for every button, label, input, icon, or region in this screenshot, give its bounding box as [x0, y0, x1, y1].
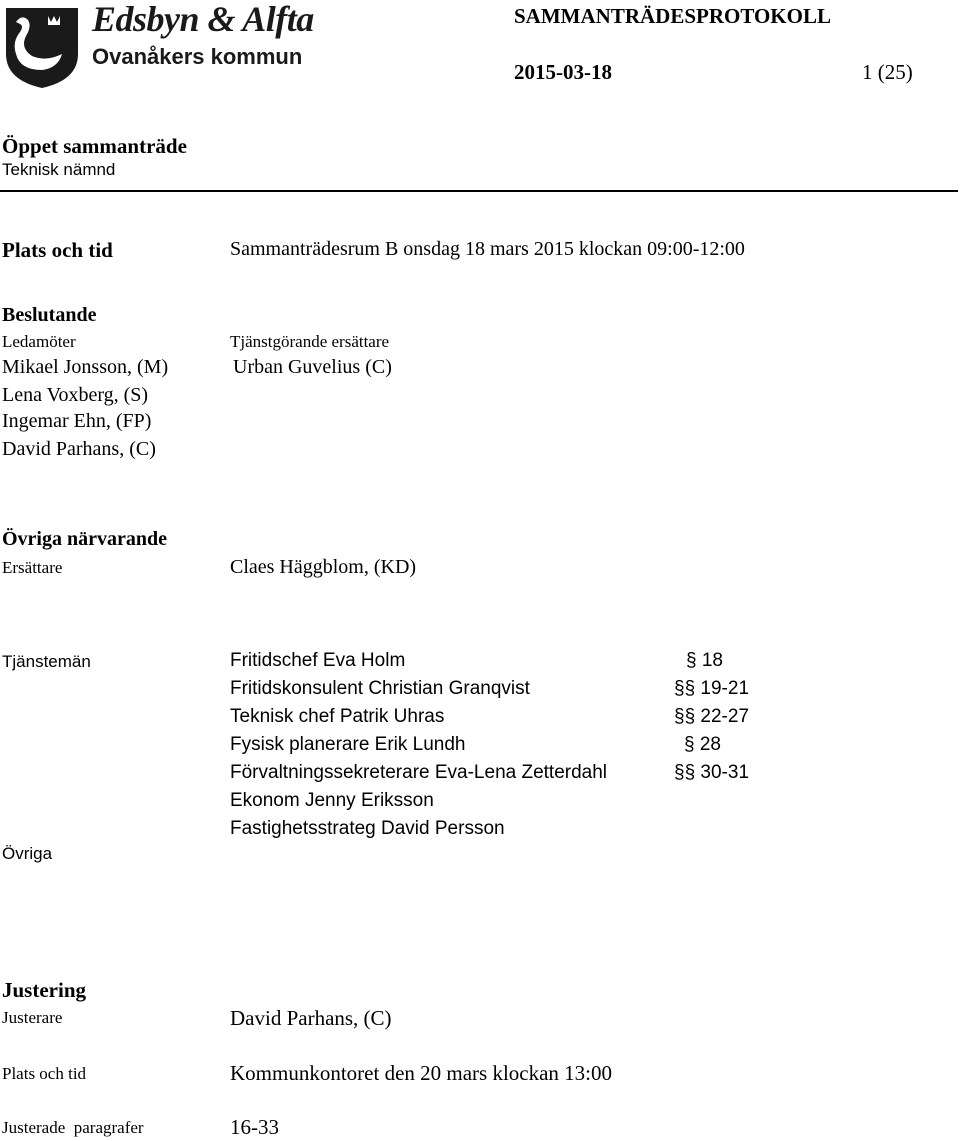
document-type: SAMMANTRÄDESPROTOKOLL: [514, 4, 831, 28]
swan-crest-icon: [2, 2, 82, 90]
member: Lena Voxberg, (S): [2, 384, 149, 406]
place-time-label: Plats och tid: [2, 238, 113, 262]
document-date: 2015-03-18: [514, 60, 612, 84]
place-time-value: Sammanträdesrum B onsdag 18 mars 2015 klockan 09:00-12:00: [230, 238, 745, 260]
official-ref: §§ 19-21: [674, 678, 750, 699]
official-name: Fritidskonsulent Christian Granqvist: [230, 678, 530, 699]
substitutes-present-value: Claes Häggblom, (KD): [230, 556, 417, 578]
official-ref: § 18: [686, 650, 723, 671]
official-name: Fritidschef Eva Holm: [230, 650, 406, 671]
adjuster-label: Justerare: [2, 1008, 63, 1027]
adjuster-value: David Parhans, (C): [230, 1006, 392, 1030]
logo-subtitle: Ovanåkers kommun: [92, 44, 303, 69]
official-name: Teknisk chef Patrik Uhras: [230, 706, 445, 727]
meeting-title: Öppet sammanträde: [2, 134, 187, 158]
official-ref: §§ 30-31: [674, 762, 750, 783]
official-name: Fastighetsstrateg David Persson: [230, 818, 505, 839]
official-name: Förvaltningssekreterare Eva-Lena Zetterdahl: [230, 762, 608, 783]
member: Mikael Jonsson, (M): [2, 356, 169, 378]
committee-name: Teknisk nämnd: [2, 160, 116, 179]
substitutes-present-label: Ersättare: [2, 558, 63, 577]
adjustment-heading: Justering: [2, 978, 86, 1002]
official-name: Fysisk planerare Erik Lundh: [230, 734, 466, 755]
adjusted-paragraphs-label: Justerade paragrafer: [2, 1118, 144, 1137]
page-number: 1 (25): [862, 60, 913, 84]
official-name: Ekonom Jenny Eriksson: [230, 790, 434, 811]
substitutes-label: Tjänstgörande ersättare: [230, 332, 390, 351]
adjusted-paragraphs-value: 16-33: [230, 1115, 279, 1139]
official-ref: §§ 22-27: [674, 706, 750, 727]
others-present-heading: Övriga närvarande: [2, 528, 167, 550]
adjustment-place-label: Plats och tid: [2, 1064, 87, 1083]
horizontal-divider: [0, 190, 958, 192]
other-label: Övriga: [2, 844, 53, 863]
officials-label: Tjänstemän: [2, 652, 91, 671]
municipality-logo: [0, 0, 380, 95]
official-ref: § 28: [684, 734, 721, 755]
member: David Parhans, (C): [2, 438, 156, 460]
member: Ingemar Ehn, (FP): [2, 410, 152, 432]
substitute: Urban Guvelius (C): [233, 356, 392, 378]
members-label: Ledamöter: [2, 332, 76, 351]
logo-title: Edsbyn & Alfta: [92, 0, 314, 39]
adjustment-place-value: Kommunkontoret den 20 mars klockan 13:00: [230, 1061, 613, 1085]
decision-makers-heading: Beslutande: [2, 304, 97, 326]
